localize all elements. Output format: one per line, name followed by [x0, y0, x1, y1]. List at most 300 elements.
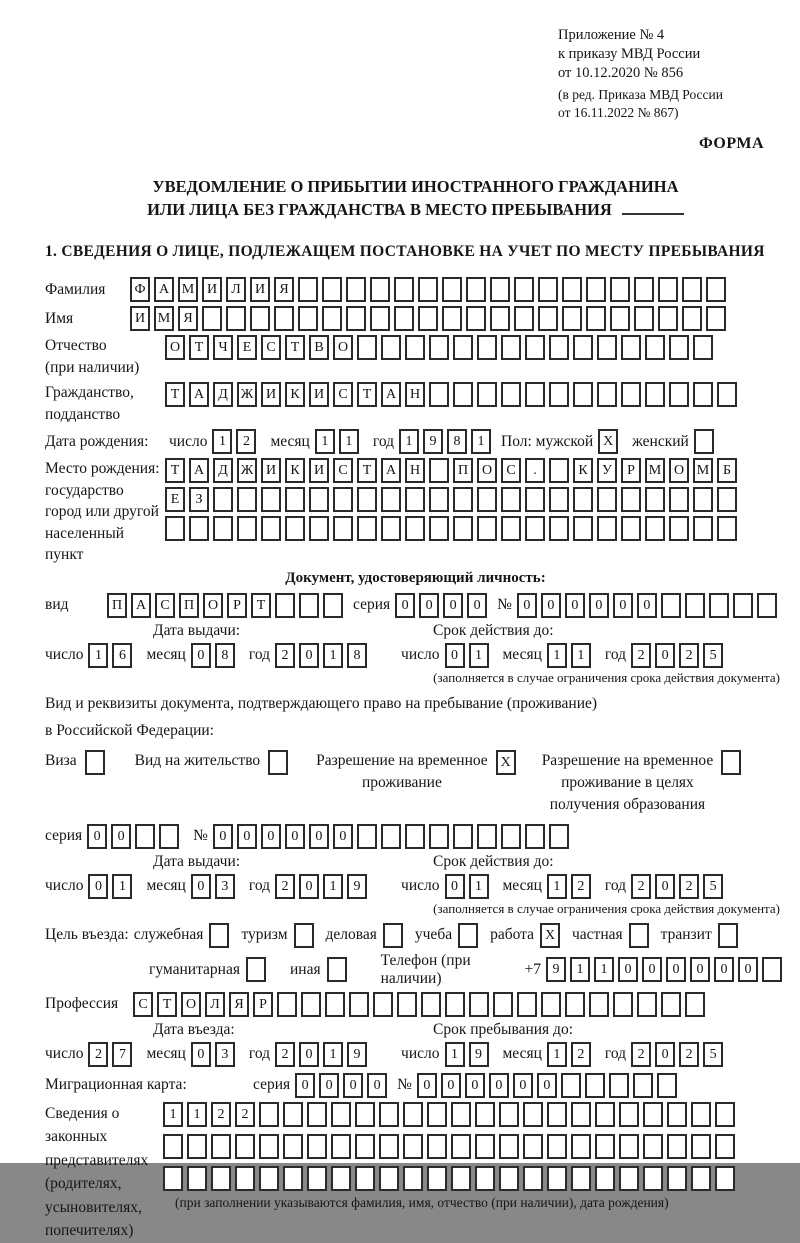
char-box[interactable]: 0 — [489, 1073, 509, 1098]
char-box[interactable] — [619, 1166, 639, 1191]
char-box[interactable] — [562, 277, 582, 302]
char-box[interactable]: 0 — [295, 1073, 315, 1098]
char-box[interactable]: 9 — [469, 1042, 489, 1067]
char-box[interactable] — [718, 923, 738, 948]
char-box[interactable]: 0 — [517, 593, 537, 618]
char-box[interactable]: И — [309, 382, 329, 407]
char-box[interactable] — [501, 824, 521, 849]
char-box[interactable] — [477, 487, 497, 512]
char-box[interactable] — [538, 306, 558, 331]
char-box[interactable]: 1 — [469, 874, 489, 899]
char-box[interactable] — [490, 306, 510, 331]
char-box[interactable]: 0 — [191, 874, 211, 899]
char-box[interactable]: 0 — [537, 1073, 557, 1098]
char-box[interactable] — [693, 335, 713, 360]
char-box[interactable] — [597, 335, 617, 360]
char-box[interactable] — [477, 382, 497, 407]
stay-month-boxes[interactable] — [547, 1042, 595, 1067]
char-box[interactable] — [379, 1102, 399, 1127]
char-box[interactable]: 6 — [112, 643, 132, 668]
char-box[interactable] — [325, 992, 345, 1017]
char-box[interactable]: Т — [165, 382, 185, 407]
char-box[interactable] — [693, 382, 713, 407]
char-box[interactable] — [657, 1073, 677, 1098]
char-box[interactable]: 0 — [237, 824, 257, 849]
char-box[interactable] — [643, 1134, 663, 1159]
char-box[interactable] — [307, 1134, 327, 1159]
char-box[interactable]: 0 — [88, 874, 108, 899]
char-box[interactable]: 1 — [339, 429, 359, 454]
char-box[interactable]: Т — [357, 458, 377, 483]
char-box[interactable]: 2 — [631, 874, 651, 899]
char-box[interactable]: 0 — [714, 957, 734, 982]
birthdate-month-boxes[interactable] — [315, 429, 363, 454]
char-box[interactable]: 0 — [261, 824, 281, 849]
char-box[interactable] — [346, 306, 366, 331]
char-box[interactable] — [549, 824, 569, 849]
char-box[interactable] — [323, 593, 343, 618]
char-box[interactable]: Ж — [237, 458, 257, 483]
char-box[interactable] — [514, 277, 534, 302]
char-box[interactable] — [333, 516, 353, 541]
char-box[interactable] — [541, 992, 561, 1017]
residence-permit-checkbox[interactable] — [268, 750, 292, 775]
char-box[interactable] — [405, 516, 425, 541]
char-box[interactable]: А — [131, 593, 151, 618]
char-box[interactable] — [403, 1102, 423, 1127]
char-box[interactable] — [429, 458, 449, 483]
char-box[interactable] — [669, 487, 689, 512]
char-box[interactable]: Н — [405, 458, 425, 483]
char-box[interactable] — [327, 957, 347, 982]
char-box[interactable]: И — [250, 277, 270, 302]
char-box[interactable] — [381, 335, 401, 360]
char-box[interactable]: Р — [227, 593, 247, 618]
char-box[interactable] — [573, 382, 593, 407]
char-box[interactable] — [721, 750, 741, 775]
char-box[interactable] — [259, 1134, 279, 1159]
char-box[interactable]: 0 — [395, 593, 415, 618]
char-box[interactable]: В — [309, 335, 329, 360]
char-box[interactable] — [429, 516, 449, 541]
entry-day-boxes[interactable] — [88, 1042, 136, 1067]
purpose-study-checkbox[interactable] — [458, 923, 482, 948]
char-box[interactable]: 1 — [594, 957, 614, 982]
char-box[interactable] — [421, 992, 441, 1017]
char-box[interactable]: 0 — [738, 957, 758, 982]
char-box[interactable] — [445, 992, 465, 1017]
char-box[interactable]: З — [189, 487, 209, 512]
char-box[interactable] — [525, 487, 545, 512]
char-box[interactable]: X — [540, 923, 560, 948]
char-box[interactable] — [381, 516, 401, 541]
residence-expiry-day-boxes[interactable] — [445, 874, 493, 899]
migration-card-series-boxes[interactable] — [295, 1073, 391, 1098]
char-box[interactable] — [381, 487, 401, 512]
char-box[interactable] — [163, 1134, 183, 1159]
char-box[interactable] — [669, 516, 689, 541]
residence-expiry-month-boxes[interactable] — [547, 874, 595, 899]
char-box[interactable] — [525, 335, 545, 360]
char-box[interactable]: 1 — [570, 957, 590, 982]
char-box[interactable] — [429, 335, 449, 360]
char-box[interactable] — [475, 1134, 495, 1159]
char-box[interactable] — [595, 1102, 615, 1127]
char-box[interactable]: Т — [157, 992, 177, 1017]
char-box[interactable]: 3 — [215, 1042, 235, 1067]
char-box[interactable]: 2 — [235, 1102, 255, 1127]
char-box[interactable] — [418, 306, 438, 331]
char-box[interactable]: 0 — [655, 1042, 675, 1067]
char-box[interactable] — [355, 1134, 375, 1159]
char-box[interactable] — [682, 306, 702, 331]
char-box[interactable]: С — [333, 458, 353, 483]
identity-issue-month-boxes[interactable] — [191, 643, 239, 668]
char-box[interactable] — [331, 1102, 351, 1127]
char-box[interactable] — [235, 1166, 255, 1191]
char-box[interactable] — [403, 1134, 423, 1159]
char-box[interactable] — [667, 1102, 687, 1127]
char-box[interactable] — [586, 277, 606, 302]
char-box[interactable]: А — [381, 382, 401, 407]
char-box[interactable] — [165, 516, 185, 541]
char-box[interactable]: К — [573, 458, 593, 483]
doc-kind-boxes[interactable] — [107, 593, 347, 618]
char-box[interactable] — [381, 824, 401, 849]
char-box[interactable]: Ф — [130, 277, 150, 302]
char-box[interactable] — [235, 1134, 255, 1159]
char-box[interactable] — [331, 1166, 351, 1191]
char-box[interactable] — [571, 1102, 591, 1127]
char-box[interactable]: К — [285, 382, 305, 407]
char-box[interactable] — [211, 1166, 231, 1191]
char-box[interactable] — [661, 593, 681, 618]
char-box[interactable]: 0 — [690, 957, 710, 982]
char-box[interactable] — [250, 306, 270, 331]
char-box[interactable] — [645, 382, 665, 407]
char-box[interactable] — [394, 306, 414, 331]
char-box[interactable] — [589, 992, 609, 1017]
char-box[interactable] — [538, 277, 558, 302]
char-box[interactable]: А — [189, 382, 209, 407]
char-box[interactable]: П — [179, 593, 199, 618]
char-box[interactable] — [466, 306, 486, 331]
char-box[interactable]: С — [261, 335, 281, 360]
char-box[interactable]: 0 — [319, 1073, 339, 1098]
char-box[interactable] — [706, 277, 726, 302]
char-box[interactable]: 0 — [417, 1073, 437, 1098]
char-box[interactable] — [301, 992, 321, 1017]
representatives-row2-boxes[interactable] — [163, 1134, 739, 1159]
char-box[interactable] — [549, 382, 569, 407]
char-box[interactable] — [370, 306, 390, 331]
char-box[interactable]: М — [154, 306, 174, 331]
char-box[interactable]: 2 — [631, 643, 651, 668]
char-box[interactable] — [379, 1134, 399, 1159]
char-box[interactable]: Я — [178, 306, 198, 331]
char-box[interactable] — [499, 1134, 519, 1159]
char-box[interactable] — [717, 487, 737, 512]
char-box[interactable]: 1 — [112, 874, 132, 899]
char-box[interactable] — [211, 1134, 231, 1159]
char-box[interactable] — [451, 1134, 471, 1159]
migration-card-number-boxes[interactable] — [417, 1073, 681, 1098]
char-box[interactable] — [597, 516, 617, 541]
char-box[interactable]: И — [261, 382, 281, 407]
purpose-transit-checkbox[interactable] — [718, 923, 742, 948]
char-box[interactable] — [717, 382, 737, 407]
char-box[interactable]: И — [130, 306, 150, 331]
purpose-private-checkbox[interactable] — [629, 923, 653, 948]
char-box[interactable] — [453, 487, 473, 512]
char-box[interactable] — [475, 1166, 495, 1191]
char-box[interactable] — [585, 1073, 605, 1098]
birthdate-year-boxes[interactable] — [399, 429, 495, 454]
char-box[interactable]: 0 — [541, 593, 561, 618]
char-box[interactable]: 0 — [87, 824, 107, 849]
char-box[interactable] — [370, 277, 390, 302]
char-box[interactable] — [466, 277, 486, 302]
char-box[interactable]: 1 — [571, 643, 591, 668]
char-box[interactable] — [645, 335, 665, 360]
char-box[interactable] — [685, 593, 705, 618]
char-box[interactable] — [259, 1166, 279, 1191]
char-box[interactable]: Т — [285, 335, 305, 360]
char-box[interactable] — [246, 957, 266, 982]
char-box[interactable]: 1 — [163, 1102, 183, 1127]
char-box[interactable] — [397, 992, 417, 1017]
char-box[interactable]: 9 — [546, 957, 566, 982]
char-box[interactable]: 0 — [419, 593, 439, 618]
char-box[interactable] — [442, 277, 462, 302]
residence-number-boxes[interactable] — [213, 824, 573, 849]
char-box[interactable]: Т — [189, 335, 209, 360]
char-box[interactable] — [619, 1134, 639, 1159]
char-box[interactable] — [298, 306, 318, 331]
residence-series-boxes[interactable] — [87, 824, 183, 849]
char-box[interactable] — [549, 458, 569, 483]
char-box[interactable]: У — [597, 458, 617, 483]
char-box[interactable] — [715, 1134, 735, 1159]
char-box[interactable] — [667, 1166, 687, 1191]
char-box[interactable]: О — [181, 992, 201, 1017]
char-box[interactable]: Ж — [237, 382, 257, 407]
char-box[interactable] — [595, 1166, 615, 1191]
char-box[interactable]: 0 — [333, 824, 353, 849]
profession-boxes[interactable] — [133, 992, 709, 1017]
char-box[interactable] — [259, 1102, 279, 1127]
char-box[interactable] — [357, 516, 377, 541]
char-box[interactable] — [135, 824, 155, 849]
char-box[interactable]: 2 — [211, 1102, 231, 1127]
char-box[interactable] — [283, 1134, 303, 1159]
char-box[interactable]: 0 — [613, 593, 633, 618]
char-box[interactable] — [283, 1166, 303, 1191]
char-box[interactable]: 1 — [547, 874, 567, 899]
char-box[interactable]: О — [333, 335, 353, 360]
char-box[interactable] — [453, 824, 473, 849]
char-box[interactable] — [261, 487, 281, 512]
char-box[interactable] — [477, 335, 497, 360]
purpose-humanitarian-checkbox[interactable] — [246, 957, 270, 982]
char-box[interactable] — [501, 487, 521, 512]
char-box[interactable] — [561, 1073, 581, 1098]
char-box[interactable] — [610, 277, 630, 302]
char-box[interactable]: 5 — [703, 874, 723, 899]
char-box[interactable]: 9 — [423, 429, 443, 454]
char-box[interactable]: 2 — [679, 1042, 699, 1067]
char-box[interactable] — [573, 335, 593, 360]
char-box[interactable] — [285, 487, 305, 512]
char-box[interactable] — [669, 335, 689, 360]
char-box[interactable] — [597, 487, 617, 512]
char-box[interactable] — [237, 487, 257, 512]
char-box[interactable] — [429, 824, 449, 849]
char-box[interactable] — [322, 306, 342, 331]
char-box[interactable] — [159, 824, 179, 849]
char-box[interactable] — [715, 1102, 735, 1127]
char-box[interactable]: Р — [621, 458, 641, 483]
temp-residence-edu-checkbox[interactable] — [721, 750, 745, 775]
residence-issue-year-boxes[interactable] — [275, 874, 371, 899]
entry-month-boxes[interactable] — [191, 1042, 239, 1067]
char-box[interactable]: Б — [717, 458, 737, 483]
char-box[interactable] — [757, 593, 777, 618]
temp-residence-checkbox[interactable] — [496, 750, 520, 775]
char-box[interactable] — [693, 516, 713, 541]
char-box[interactable] — [637, 992, 657, 1017]
char-box[interactable] — [355, 1102, 375, 1127]
char-box[interactable]: Т — [357, 382, 377, 407]
char-box[interactable] — [477, 516, 497, 541]
char-box[interactable] — [501, 516, 521, 541]
char-box[interactable] — [573, 487, 593, 512]
char-box[interactable] — [619, 1102, 639, 1127]
char-box[interactable]: И — [309, 458, 329, 483]
char-box[interactable] — [613, 992, 633, 1017]
char-box[interactable] — [523, 1134, 543, 1159]
char-box[interactable] — [331, 1134, 351, 1159]
char-box[interactable] — [379, 1166, 399, 1191]
char-box[interactable] — [621, 516, 641, 541]
char-box[interactable]: 1 — [315, 429, 335, 454]
char-box[interactable] — [283, 1102, 303, 1127]
char-box[interactable] — [453, 382, 473, 407]
char-box[interactable] — [427, 1102, 447, 1127]
char-box[interactable] — [477, 824, 497, 849]
char-box[interactable]: 1 — [323, 874, 343, 899]
identity-expiry-day-boxes[interactable] — [445, 643, 493, 668]
char-box[interactable]: 0 — [191, 643, 211, 668]
char-box[interactable] — [595, 1134, 615, 1159]
char-box[interactable]: 0 — [111, 824, 131, 849]
char-box[interactable]: 1 — [445, 1042, 465, 1067]
char-box[interactable] — [501, 382, 521, 407]
char-box[interactable] — [501, 335, 521, 360]
char-box[interactable] — [525, 824, 545, 849]
char-box[interactable] — [517, 992, 537, 1017]
char-box[interactable] — [634, 277, 654, 302]
char-box[interactable] — [275, 593, 295, 618]
char-box[interactable] — [357, 824, 377, 849]
char-box[interactable] — [547, 1134, 567, 1159]
char-box[interactable] — [586, 306, 606, 331]
char-box[interactable] — [475, 1102, 495, 1127]
char-box[interactable]: А — [381, 458, 401, 483]
char-box[interactable]: 0 — [445, 874, 465, 899]
char-box[interactable]: 2 — [275, 643, 295, 668]
char-box[interactable]: 0 — [513, 1073, 533, 1098]
char-box[interactable]: . — [525, 458, 545, 483]
char-box[interactable] — [571, 1166, 591, 1191]
char-box[interactable] — [667, 1134, 687, 1159]
birthplace-row1-boxes[interactable] — [165, 458, 741, 483]
char-box[interactable] — [357, 487, 377, 512]
char-box[interactable] — [405, 335, 425, 360]
char-box[interactable] — [715, 1166, 735, 1191]
char-box[interactable] — [523, 1102, 543, 1127]
char-box[interactable]: 1 — [88, 643, 108, 668]
name-boxes[interactable] — [130, 306, 730, 331]
char-box[interactable]: П — [107, 593, 127, 618]
char-box[interactable]: 7 — [112, 1042, 132, 1067]
char-box[interactable]: Т — [165, 458, 185, 483]
char-box[interactable] — [573, 516, 593, 541]
char-box[interactable]: 5 — [703, 643, 723, 668]
char-box[interactable]: 0 — [443, 593, 463, 618]
char-box[interactable] — [693, 487, 713, 512]
char-box[interactable]: О — [669, 458, 689, 483]
char-box[interactable] — [691, 1102, 711, 1127]
char-box[interactable] — [237, 516, 257, 541]
char-box[interactable]: 8 — [447, 429, 467, 454]
identity-expiry-year-boxes[interactable] — [631, 643, 727, 668]
sex-male-checkbox[interactable] — [598, 429, 622, 454]
char-box[interactable]: М — [693, 458, 713, 483]
char-box[interactable] — [274, 306, 294, 331]
char-box[interactable] — [333, 487, 353, 512]
char-box[interactable]: 2 — [571, 874, 591, 899]
char-box[interactable] — [403, 1166, 423, 1191]
char-box[interactable]: 2 — [275, 874, 295, 899]
char-box[interactable]: 3 — [215, 874, 235, 899]
char-box[interactable] — [597, 382, 617, 407]
char-box[interactable] — [565, 992, 585, 1017]
citizenship-boxes[interactable] — [165, 382, 741, 407]
char-box[interactable] — [629, 923, 649, 948]
char-box[interactable] — [645, 487, 665, 512]
char-box[interactable]: И — [261, 458, 281, 483]
char-box[interactable] — [355, 1166, 375, 1191]
char-box[interactable] — [633, 1073, 653, 1098]
char-box[interactable] — [499, 1166, 519, 1191]
char-box[interactable] — [187, 1134, 207, 1159]
char-box[interactable]: П — [453, 458, 473, 483]
char-box[interactable]: 2 — [631, 1042, 651, 1067]
char-box[interactable] — [427, 1134, 447, 1159]
char-box[interactable]: 0 — [285, 824, 305, 849]
char-box[interactable] — [189, 516, 209, 541]
char-box[interactable] — [451, 1102, 471, 1127]
char-box[interactable]: М — [645, 458, 665, 483]
representatives-row3-boxes[interactable] — [163, 1166, 739, 1191]
char-box[interactable] — [549, 335, 569, 360]
char-box[interactable] — [299, 593, 319, 618]
residence-expiry-year-boxes[interactable] — [631, 874, 727, 899]
char-box[interactable]: Л — [205, 992, 225, 1017]
char-box[interactable]: 2 — [679, 643, 699, 668]
residence-issue-day-boxes[interactable] — [88, 874, 136, 899]
